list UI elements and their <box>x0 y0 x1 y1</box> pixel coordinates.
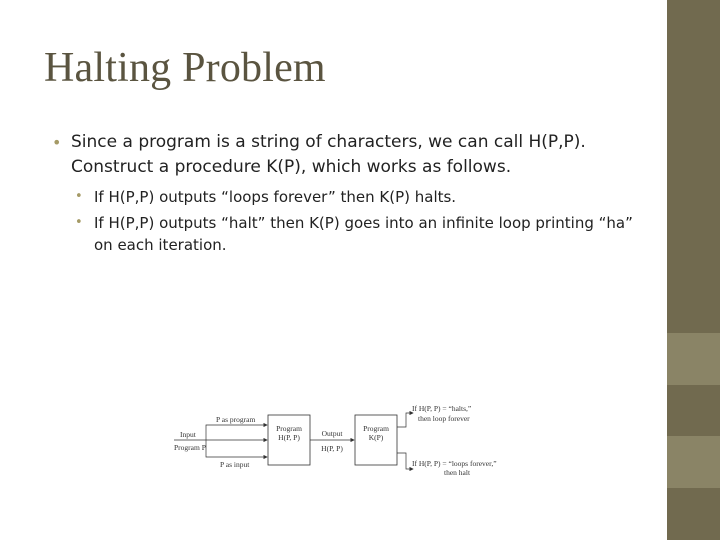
p-as-program-arrow <box>206 425 267 440</box>
sub-bullet-text: If H(P,P) outputs “loops forever” then K(P) halts. <box>94 188 457 206</box>
input-label: Input <box>180 430 196 439</box>
k-bottom-output-arrow <box>397 453 413 469</box>
sub-bullet-text: If H(P,P) outputs “halt” then K(P) goes into an infinite loop printing “ha” on each iteration. <box>94 214 633 254</box>
bullet-list <box>52 130 652 256</box>
slide-title: Halting Problem <box>44 45 326 91</box>
bottom-condition-line2: then halt <box>444 468 471 477</box>
decorative-side-bar <box>667 0 720 540</box>
program-p-label: Program P <box>174 443 206 452</box>
sub-bullet-item <box>52 186 652 208</box>
bullet-icon: • <box>75 215 83 230</box>
k-top-output-arrow <box>397 413 413 427</box>
top-condition-line1: If H(P, P) = “halts,” <box>412 405 472 413</box>
bullet-icon: • <box>52 133 62 152</box>
program-k-arg: K(P) <box>368 433 384 442</box>
program-h-label: Program <box>276 424 302 433</box>
bullet-icon: • <box>75 189 83 204</box>
side-bar-segment <box>667 333 720 385</box>
side-bar-segment <box>667 436 720 488</box>
sub-bullet-item <box>52 212 652 256</box>
bullet-item <box>52 130 652 180</box>
p-as-program-label: P as program <box>216 415 256 424</box>
top-condition-line2: then loop forever <box>418 414 470 423</box>
p-as-input-label: P as input <box>220 460 250 469</box>
program-h-arg: H(P, P) <box>278 433 300 442</box>
halting-diagram <box>170 405 510 477</box>
bullet-text: Since a program is a string of characters, we can call H(P,P). Construct a procedure K(P), which works as follows. <box>71 132 586 177</box>
bottom-condition-line1: If H(P, P) = “loops forever,” <box>412 459 497 468</box>
program-k-label: Program <box>363 424 389 433</box>
output-label: Output <box>321 429 343 438</box>
p-as-input-arrow <box>206 440 267 457</box>
output-arg: H(P, P) <box>321 444 343 453</box>
